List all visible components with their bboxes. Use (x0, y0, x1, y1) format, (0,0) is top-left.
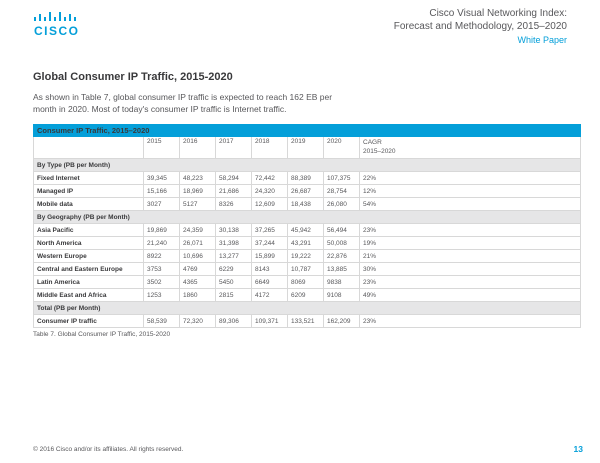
cagr-cell: 54% (360, 198, 581, 211)
table-header-row (34, 137, 581, 159)
value-cell: 89,306 (216, 315, 252, 328)
value-cell: 2815 (216, 289, 252, 302)
document-header (394, 7, 567, 47)
value-cell: 24,359 (180, 224, 216, 237)
cagr-cell: 22% (360, 172, 581, 185)
value-cell: 6229 (216, 263, 252, 276)
table-row (34, 250, 581, 263)
value-cell: 1860 (180, 289, 216, 302)
value-cell: 26,080 (324, 198, 360, 211)
group-label: Total (PB per Month) (34, 302, 581, 315)
copyright-footer: © 2016 Cisco and/or its affiliates. All rights reserved. (33, 446, 184, 453)
value-cell: 39,345 (144, 172, 180, 185)
header-cell-year: 2016 (180, 137, 216, 159)
row-label: Fixed Internet (34, 172, 144, 185)
value-cell: 58,539 (144, 315, 180, 328)
cisco-wordmark: CISCO (34, 24, 80, 38)
group-label: By Type (PB per Month) (34, 159, 581, 172)
row-label: Mobile data (34, 198, 144, 211)
value-cell: 21,686 (216, 185, 252, 198)
header-line-3: White Paper (517, 35, 567, 45)
value-cell: 31,398 (216, 237, 252, 250)
value-cell: 4172 (252, 289, 288, 302)
cagr-cell: 30% (360, 263, 581, 276)
table-group-row (34, 211, 581, 224)
value-cell: 109,371 (252, 315, 288, 328)
value-cell: 24,320 (252, 185, 288, 198)
value-cell: 6649 (252, 276, 288, 289)
value-cell: 8143 (252, 263, 288, 276)
cagr-cell: 21% (360, 250, 581, 263)
table-row (34, 172, 581, 185)
row-label: Asia Pacific (34, 224, 144, 237)
row-label: Latin America (34, 276, 144, 289)
value-cell: 4365 (180, 276, 216, 289)
table-row (34, 276, 581, 289)
header-cell-year: 2019 (288, 137, 324, 159)
value-cell: 5450 (216, 276, 252, 289)
table-title-row (34, 125, 581, 137)
row-label: Western Europe (34, 250, 144, 263)
cagr-range: 2015–2020 (363, 148, 396, 155)
row-label: Middle East and Africa (34, 289, 144, 302)
value-cell: 72,320 (180, 315, 216, 328)
table-title: Consumer IP Traffic, 2015–2020 (34, 125, 581, 137)
header-cell-year: 2018 (252, 137, 288, 159)
value-cell: 10,787 (288, 263, 324, 276)
cagr-label: CAGR (363, 139, 382, 146)
value-cell: 19,222 (288, 250, 324, 263)
header-line-1: Cisco Visual Networking Index: (429, 8, 567, 19)
table-row (34, 237, 581, 250)
table-row (34, 315, 581, 328)
value-cell: 1253 (144, 289, 180, 302)
row-label: Central and Eastern Europe (34, 263, 144, 276)
value-cell: 88,389 (288, 172, 324, 185)
table-row (34, 185, 581, 198)
value-cell: 107,375 (324, 172, 360, 185)
header-cell-empty (34, 137, 144, 159)
header-cell-year: 2015 (144, 137, 180, 159)
value-cell: 37,265 (252, 224, 288, 237)
value-cell: 28,754 (324, 185, 360, 198)
value-cell: 22,876 (324, 250, 360, 263)
value-cell: 26,687 (288, 185, 324, 198)
header-cell-year: 2020 (324, 137, 360, 159)
value-cell: 6209 (288, 289, 324, 302)
table-group-row (34, 159, 581, 172)
value-cell: 13,277 (216, 250, 252, 263)
value-cell: 19,869 (144, 224, 180, 237)
value-cell: 56,494 (324, 224, 360, 237)
value-cell: 15,166 (144, 185, 180, 198)
table-row (34, 289, 581, 302)
value-cell: 50,008 (324, 237, 360, 250)
cagr-cell: 23% (360, 276, 581, 289)
row-label: Managed IP (34, 185, 144, 198)
intro-paragraph: As shown in Table 7, global consumer IP traffic is expected to reach 162 EB per month in 2020. Most of today's consumer IP traffic is Internet traffic. (33, 92, 333, 114)
value-cell: 18,969 (180, 185, 216, 198)
value-cell: 133,521 (288, 315, 324, 328)
table-caption: Table 7. Global Consumer IP Traffic, 2015-2020 (33, 331, 171, 338)
value-cell: 5127 (180, 198, 216, 211)
value-cell: 8069 (288, 276, 324, 289)
cisco-bridge-icon (33, 12, 77, 22)
value-cell: 9108 (324, 289, 360, 302)
cagr-cell: 23% (360, 224, 581, 237)
value-cell: 3502 (144, 276, 180, 289)
value-cell: 4769 (180, 263, 216, 276)
value-cell: 37,244 (252, 237, 288, 250)
page-number: 13 (573, 444, 583, 454)
row-label: Consumer IP traffic (34, 315, 144, 328)
value-cell: 58,294 (216, 172, 252, 185)
value-cell: 13,885 (324, 263, 360, 276)
consumer-ip-traffic-table (33, 124, 581, 328)
value-cell: 43,291 (288, 237, 324, 250)
value-cell: 15,899 (252, 250, 288, 263)
value-cell: 9838 (324, 276, 360, 289)
value-cell: 48,223 (180, 172, 216, 185)
cagr-cell: 19% (360, 237, 581, 250)
value-cell: 26,071 (180, 237, 216, 250)
value-cell: 45,942 (288, 224, 324, 237)
cagr-cell: 23% (360, 315, 581, 328)
cagr-cell: 12% (360, 185, 581, 198)
value-cell: 8922 (144, 250, 180, 263)
header-line-2: Forecast and Methodology, 2015–2020 (393, 21, 567, 32)
group-label: By Geography (PB per Month) (34, 211, 581, 224)
value-cell: 30,138 (216, 224, 252, 237)
value-cell: 72,442 (252, 172, 288, 185)
cagr-cell: 49% (360, 289, 581, 302)
value-cell: 18,438 (288, 198, 324, 211)
value-cell: 3027 (144, 198, 180, 211)
value-cell: 8326 (216, 198, 252, 211)
value-cell: 10,696 (180, 250, 216, 263)
value-cell: 3753 (144, 263, 180, 276)
row-label: North America (34, 237, 144, 250)
value-cell: 162,209 (324, 315, 360, 328)
table-group-row (34, 302, 581, 315)
header-cell-year: 2017 (216, 137, 252, 159)
section-title: Global Consumer IP Traffic, 2015-2020 (33, 71, 233, 83)
value-cell: 21,240 (144, 237, 180, 250)
table-row (34, 224, 581, 237)
header-cell-cagr (360, 137, 581, 159)
table-row (34, 198, 581, 211)
table-row (34, 263, 581, 276)
value-cell: 12,609 (252, 198, 288, 211)
